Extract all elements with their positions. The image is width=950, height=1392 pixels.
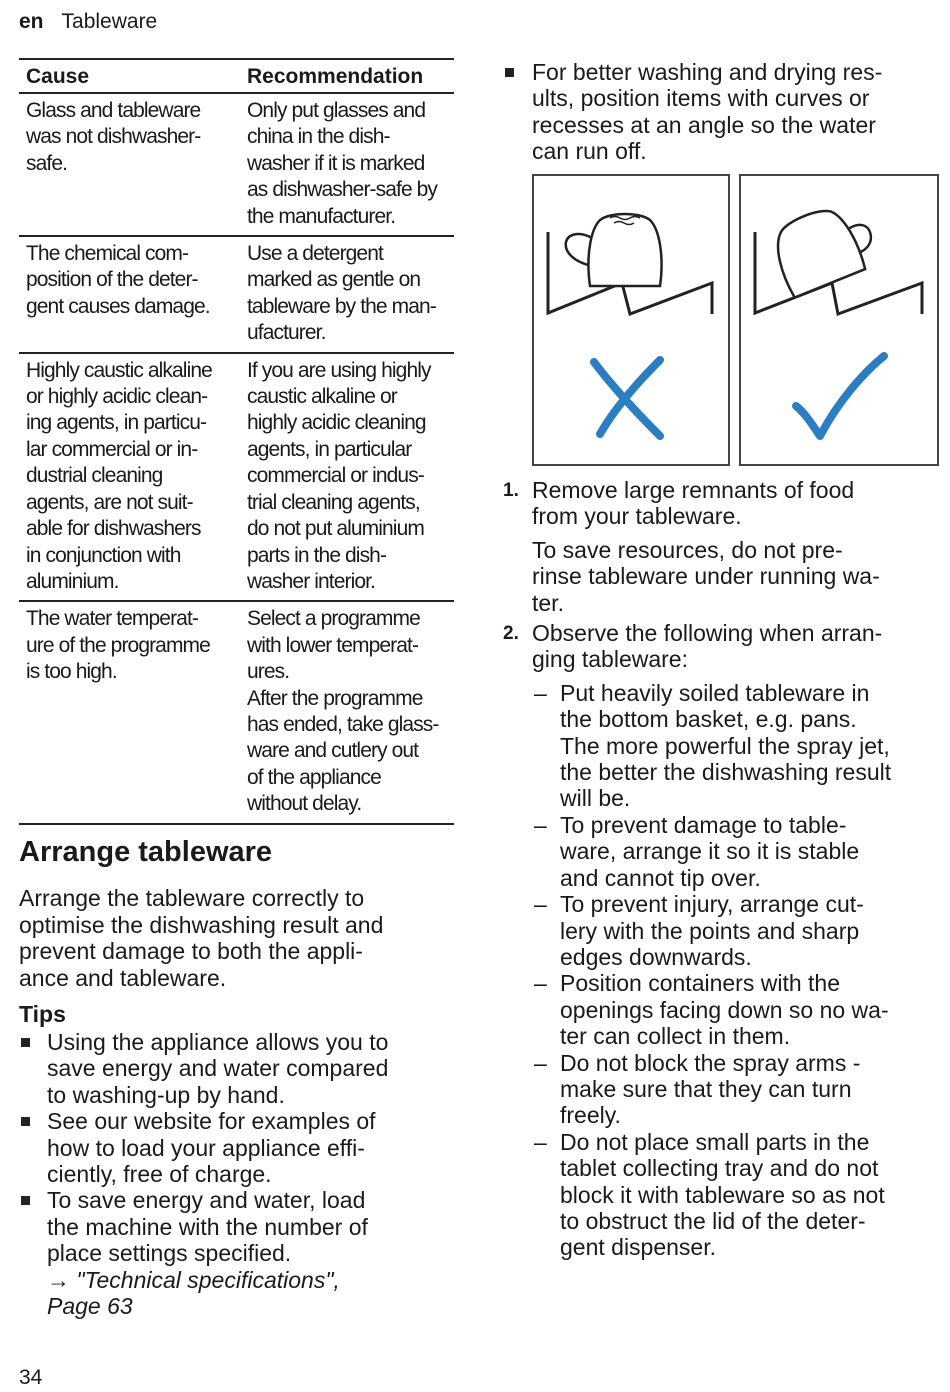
recommendation-line: with lower temperat-: [247, 633, 419, 657]
cause-line: in conjunction with: [26, 543, 181, 567]
sub-line: To prevent damage to table-: [560, 811, 847, 838]
cause-line: able for dishwashers: [26, 517, 201, 541]
dash-bullet: –: [534, 1049, 547, 1076]
bullet-square-icon: [21, 1038, 30, 1047]
sub-line: The more powerful the spray jet,: [560, 732, 890, 759]
cause-line: or highly acidic clean-: [26, 385, 208, 409]
step-line: ging tableware:: [532, 646, 688, 673]
sub-item: [532, 680, 943, 812]
section-title: Tableware: [61, 10, 158, 33]
recommendation-line: as dishwasher-safe by: [247, 178, 438, 202]
sub-item: [532, 970, 943, 1049]
table-header-row: [19, 59, 454, 93]
language-code: en: [19, 10, 44, 33]
bullet-line: ults, position items with curves or: [532, 85, 870, 112]
check-mark-icon: [796, 356, 884, 436]
sub-line: lery with the points and sharp: [560, 917, 860, 944]
tip-line: to washing-up by hand.: [47, 1081, 285, 1108]
recommendation-cell: [240, 353, 454, 602]
cause-cell: [19, 601, 240, 823]
intro-line: optimise the dishwashing result and: [19, 911, 384, 938]
recommendation-line: marked as gentle on: [247, 268, 421, 292]
cause-line: was not dishwasher-: [26, 125, 201, 149]
note-line: ter.: [532, 589, 564, 616]
cause-line: agents, are not suit-: [26, 490, 193, 514]
tip-line: how to load your appliance effi-: [47, 1134, 365, 1161]
recommendation-line: washer interior.: [247, 569, 375, 593]
step-note: [532, 537, 943, 616]
cause-line: The chemical com-: [26, 242, 189, 266]
sub-line: To prevent injury, arrange cut-: [560, 891, 864, 918]
recommendation-line: caustic alkaline or: [247, 385, 397, 409]
section-heading: Arrange tableware: [19, 836, 273, 868]
bullet-line: can run off.: [532, 138, 647, 165]
intro-line: Arrange the tableware correctly to: [19, 885, 365, 911]
sub-line: Do not block the spray arms -: [560, 1049, 861, 1076]
recommendation-line: the manufacturer.: [247, 204, 396, 228]
cause-line: is too high.: [26, 660, 117, 684]
recommendation-line: parts in the dish-: [247, 543, 387, 567]
recommendation-line: trial cleaning agents,: [247, 490, 420, 514]
sub-line: will be.: [560, 785, 631, 812]
recommendation-line: commercial or indus-: [247, 464, 424, 488]
dash-bullet: –: [534, 891, 547, 918]
sub-item: [532, 812, 943, 891]
steps-list: [503, 477, 943, 1261]
sub-line: Do not place small parts in the: [560, 1128, 870, 1155]
sub-line: ware, arrange it so it is stable: [560, 838, 860, 865]
sub-line: openings facing down so no wa-: [560, 996, 889, 1023]
bullet-square-icon: [21, 1196, 30, 1205]
step-number: 1.: [503, 480, 519, 501]
dash-bullet: –: [534, 970, 547, 997]
dash-bullet: –: [534, 811, 547, 838]
intro-line: prevent damage to both the appli-: [19, 938, 363, 964]
sub-line: make sure that they can turn: [560, 1075, 852, 1102]
wrong-panel: [533, 175, 729, 465]
sub-item: [532, 1129, 943, 1261]
tip-line: Using the appliance allows you to: [47, 1029, 389, 1055]
sub-line: to obstruct the lid of the deter-: [560, 1207, 866, 1234]
recommendation-line: without delay.: [247, 792, 362, 816]
step-item: [503, 620, 943, 673]
recommendation-line: highly acidic cleaning: [247, 411, 426, 435]
recommendation-line: After the programme: [247, 686, 423, 710]
cause-cell: [19, 353, 240, 602]
note-line: To save resources, do not pre-: [532, 536, 843, 563]
step-number: 2.: [503, 623, 519, 645]
tip-line: place settings specified.: [47, 1240, 292, 1267]
sub-list: [503, 680, 943, 1261]
column-header-recommendation: Recommendation: [240, 59, 454, 93]
recommendation-line: do not put aluminium: [247, 517, 424, 541]
page-header: [19, 10, 157, 34]
tips-heading: Tips: [19, 1001, 66, 1027]
sub-line: gent dispenser.: [560, 1234, 717, 1261]
recommendation-line: If you are using highly: [247, 358, 431, 382]
angle-bullet: [505, 59, 945, 165]
page-number: 34: [19, 1366, 43, 1389]
bullet-square-icon: [21, 1117, 30, 1126]
step-line: Remove large remnants of food: [532, 477, 855, 503]
cause-cell: [19, 236, 240, 353]
tip-line: the machine with the number of: [47, 1213, 368, 1240]
recommendation-line: Select a programme: [247, 607, 420, 631]
recommendation-cell: [240, 601, 454, 823]
recommendation-cell: [240, 236, 454, 353]
step-line: from your tableware.: [532, 503, 742, 530]
recommendation-line: washer if it is marked: [247, 151, 425, 175]
recommendation-line: Use a detergent: [247, 242, 383, 266]
recommendation-line: ures.: [247, 660, 290, 684]
sub-line: ter can collect in them.: [560, 1023, 791, 1050]
cause-line: safe.: [26, 151, 68, 175]
bullet-square-icon: [505, 68, 514, 77]
recommendation-line: ware and cutlery out: [247, 739, 419, 763]
dash-bullet: –: [534, 1128, 547, 1155]
dash-bullet: –: [534, 679, 547, 706]
troubleshooting-table: [19, 58, 454, 825]
cause-line: lar commercial or in-: [26, 437, 198, 461]
sub-item: [532, 891, 943, 970]
cause-line: The water temperat-: [26, 607, 198, 631]
sub-line: the bottom basket, e.g. pans.: [560, 706, 857, 733]
intro-paragraph: [19, 885, 449, 991]
intro-line: ance and tableware.: [19, 964, 227, 991]
sub-line: edges downwards.: [560, 943, 752, 970]
tip-item: [19, 1029, 449, 1108]
recommendation-line: china in the dish-: [247, 125, 390, 149]
sub-line: freely.: [560, 1102, 621, 1129]
tip-line: ciently, free of charge.: [47, 1161, 272, 1188]
sub-line: Put heavily soiled tableware in: [560, 679, 870, 706]
step-line: Observe the following when arran-: [532, 620, 883, 647]
right-panel: [740, 175, 938, 465]
bullet-line: For better washing and drying res-: [532, 59, 883, 85]
recommendation-line: Only put glasses and: [247, 99, 426, 122]
sub-item: [532, 1050, 943, 1129]
recommendation-line: agents, in particular: [247, 437, 412, 461]
tip-item: [19, 1187, 449, 1319]
sub-line: Position containers with the: [560, 970, 840, 997]
recommendation-line: tableware by the man-: [247, 294, 436, 318]
cross-reference-link[interactable]: → "Technical specifications",: [47, 1266, 340, 1293]
table-row: [19, 93, 454, 236]
sub-line: block it with tableware so as not: [560, 1181, 885, 1208]
tip-item: [19, 1108, 449, 1187]
recommendation-line: has ended, take glass-: [247, 712, 439, 736]
table-row: [19, 236, 454, 353]
cause-line: Glass and tableware: [26, 99, 201, 122]
cause-line: Highly caustic alkaline: [26, 358, 212, 382]
recommendation-line: ufacturer.: [247, 321, 326, 345]
table-row: [19, 353, 454, 602]
cause-line: aluminium.: [26, 569, 119, 593]
tips-list: [19, 1029, 449, 1319]
cause-cell: [19, 93, 240, 236]
loading-illustration: [532, 174, 940, 467]
sub-line: the better the dishwashing result: [560, 759, 892, 786]
cause-line: gent causes damage.: [26, 294, 210, 318]
table-row: [19, 601, 454, 823]
cross-reference-page[interactable]: Page 63: [47, 1293, 133, 1320]
step-item: [503, 477, 943, 616]
cross-mark-icon: [594, 360, 660, 436]
sub-line: and cannot tip over.: [560, 864, 761, 891]
column-header-cause: Cause: [19, 59, 240, 93]
cause-line: dustrial cleaning: [26, 464, 163, 488]
bullet-line: recesses at an angle so the water: [532, 111, 876, 138]
recommendation-cell: [240, 93, 454, 236]
cause-line: ure of the programme: [26, 633, 210, 657]
note-line: rinse tableware under running wa-: [532, 563, 880, 590]
tip-line: To save energy and water, load: [47, 1187, 366, 1214]
recommendation-line: of the appliance: [247, 765, 381, 789]
sub-line: tablet collecting tray and do not: [560, 1155, 879, 1182]
cause-line: position of the deter-: [26, 268, 198, 292]
tip-line: save energy and water compared: [47, 1055, 389, 1082]
tip-line: See our website for examples of: [47, 1108, 376, 1135]
cause-line: ing agents, in particu-: [26, 411, 207, 435]
